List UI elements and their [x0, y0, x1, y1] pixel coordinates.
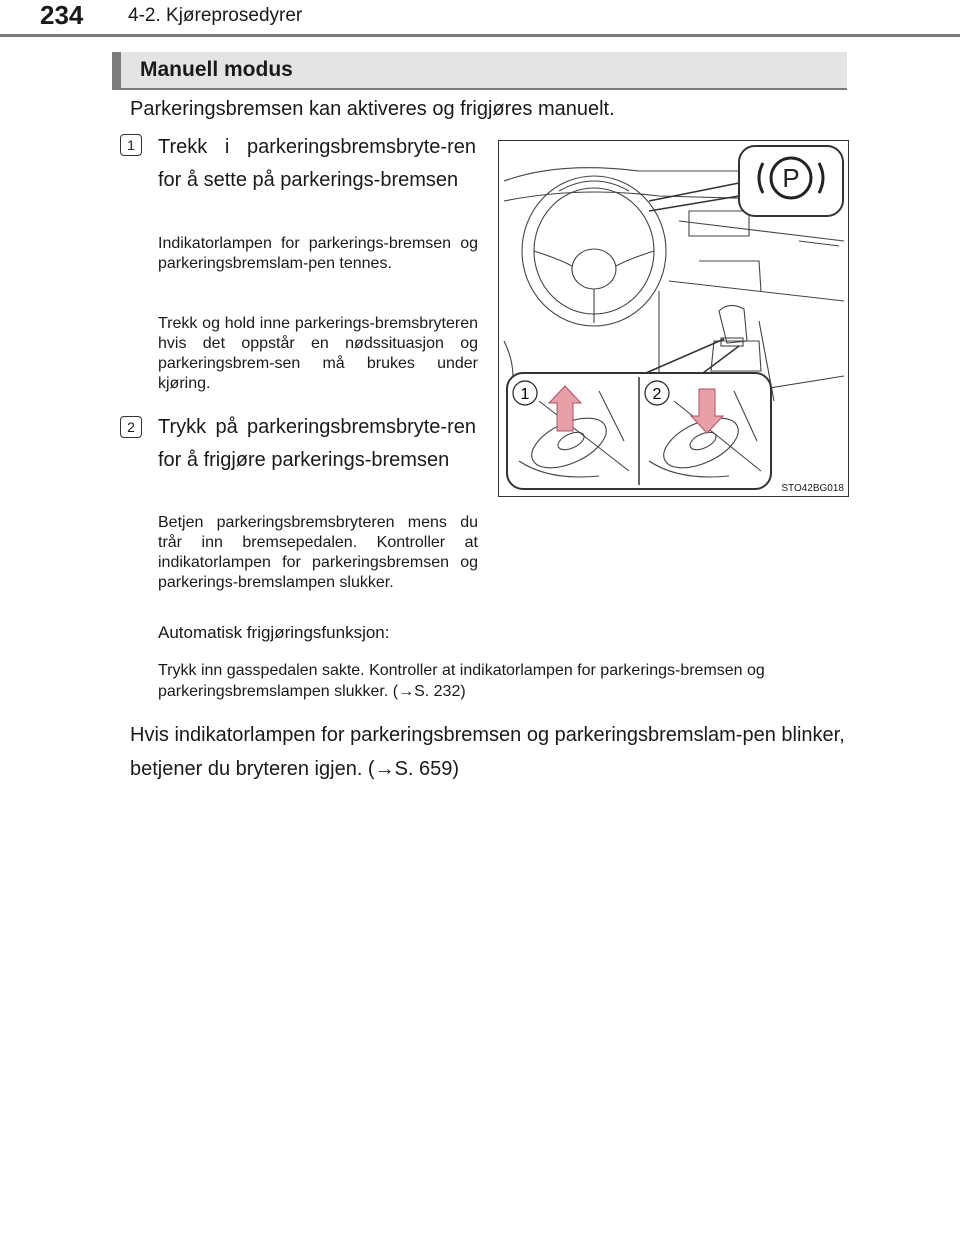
step-1-heading: Trekk i parkeringsbremsbryte-ren for å sette på parkerings-bremsen [158, 136, 476, 191]
parking-brake-icon-letter: P [782, 163, 800, 193]
parking-brake-figure [498, 140, 849, 497]
section-header [112, 52, 847, 90]
dashboard-illustration [499, 141, 848, 496]
step-1-note-2: Trekk og hold inne parkerings-bremsbryteren hvis det oppstår en nødssituasjon og parkeringsbrem-sen må brukes under kjøring. [158, 315, 478, 392]
auto-release-text: Trykk inn gasspedalen sakte. Kontroller at indikatorlampen for parkerings-bremsen og parkeringsbremslampen slukker. (→S. 232) [158, 662, 765, 700]
inset-label-2: 2 [652, 386, 662, 403]
auto-release-label: Automatisk frigjøringsfunksjon: [158, 623, 390, 642]
step-2-heading: Trykk på parkeringsbremsbryte-ren for å frigjøre parkerings-bremsen [158, 416, 476, 471]
step-number-2: 2 [120, 416, 142, 438]
page-number: 234 [40, 0, 84, 30]
inset-label-1: 1 [520, 386, 530, 403]
closing-text: Hvis indikatorlampen for parkeringsbremsen og parkeringsbremslam-pen blinker, betjener du bryteren igjen. (→S. 659) [130, 724, 845, 780]
header-rule [0, 34, 960, 37]
section-header-bar [112, 52, 121, 88]
chapter-title: 4-2. Kjøreprosedyrer [128, 5, 303, 26]
step-1-note-1: Indikatorlampen for parkerings-bremsen og parkeringsbremslam-pen tennes. [158, 235, 478, 272]
intro-text: Parkeringsbremsen kan aktiveres og frigjøres manuelt. [130, 98, 615, 120]
section-title: Manuell modus [140, 58, 293, 81]
figure-code: STO42BG018 [781, 483, 844, 494]
step-number-1: 1 [120, 134, 142, 156]
step-2-note-1: Betjen parkeringsbremsbryteren mens du trår inn bremsepedalen. Kontroller at indikatorlampen for parkeringsbremsen og parkerings-bremslampen slukker. [158, 514, 478, 591]
